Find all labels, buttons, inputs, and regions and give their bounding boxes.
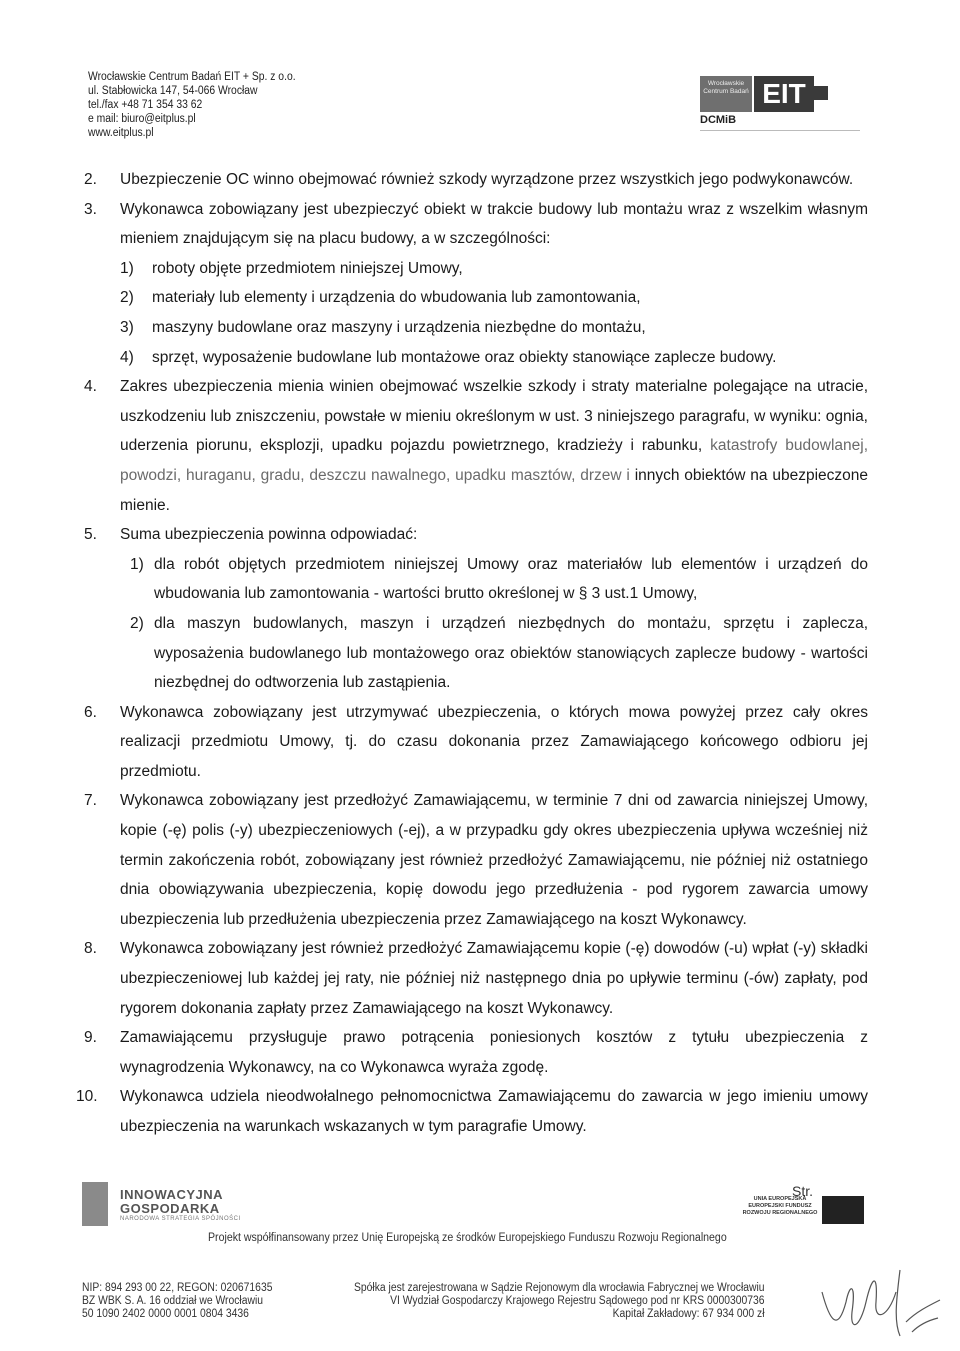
paragraph-4 xyxy=(82,372,868,520)
subpoint xyxy=(82,313,868,343)
subpoint-number: 2) xyxy=(120,289,134,307)
subpoint xyxy=(82,283,868,313)
paragraph-text: Ubezpieczenie OC winno obejmować również szkody wyrządzone przez wszystkich jego podwykonawców. xyxy=(120,171,854,188)
subpoint-text: maszyny budowlane oraz maszyny i urządzenia niezbędne do montażu, xyxy=(152,318,646,336)
company-registration-right xyxy=(354,1282,765,1321)
eit-logo-main: EIT xyxy=(754,76,814,112)
subpoint-number: 2) xyxy=(130,614,144,632)
handwritten-signature xyxy=(816,1262,946,1342)
subpoint-number: 1) xyxy=(120,259,134,277)
company-address xyxy=(88,70,296,140)
paragraph-5 xyxy=(82,520,868,550)
subpoint-text: roboty objęte przedmiotem niniejszej Umowy, xyxy=(152,259,463,277)
paragraph-number: 3. xyxy=(84,200,97,218)
ig-logo-subtitle: NARODOWA STRATEGIA SPÓJNOŚCI xyxy=(120,1216,241,1222)
company-registration-left xyxy=(82,1282,272,1321)
paragraph-number: 6. xyxy=(84,703,97,721)
paragraph-number: 4. xyxy=(84,378,97,396)
subpoint xyxy=(82,609,868,698)
subpoint-text: sprzęt, wyposażenie budowlane lub montażowe oraz obiekty stanowiące zaplecze budowy. xyxy=(152,348,777,366)
footer-line: Kapitał Zakładowy: 67 934 000 zł xyxy=(612,1308,765,1320)
footer-line: Spółka jest zarejestrowana w Sądzie Rejonowym dla wrocławia Fabrycznej we Wrocławiu xyxy=(354,1282,765,1294)
signature-stroke xyxy=(822,1270,940,1336)
paragraph-text: Zakres ubezpieczenia mienia winien obejmować wszelkie szkody i straty materialne polegające na utracie, uszkodzeniu lub zniszczeniu, powstałe w mieniu określonym w ust. 3 niniejszego paragrafu, w wyniku: ognia, uderzenia piorunu, eksplozji, upadku pojazdu powietrznego, kradzieży i rabunku, xyxy=(120,378,868,455)
paragraph-7 xyxy=(82,786,868,934)
paragraph-text: innych obiektów na ubezpieczone mienie. xyxy=(120,466,869,514)
subpoint-text: dla robót objętych przedmiotem niniejszej Umowy oraz materiałów lub elementów i urządzeń do wbudowania lub zamontowania - wartości brutto określonej w § 3 ust.1 Umowy, xyxy=(154,555,868,603)
subpoint xyxy=(82,343,868,373)
subpoint-number: 1) xyxy=(130,555,144,573)
subpoint-number: 4) xyxy=(120,348,134,366)
address-line: ul. Stabłowicka 147, 54-066 Wrocław xyxy=(88,85,258,97)
paragraph-text: Wykonawca zobowiązany jest ubezpieczyć obiekt w trakcie budowy lub montażu wraz z wszelkim własnym mieniem znajdującym się na placu budowy, a w szczególności: xyxy=(120,200,868,248)
footer-line: NIP: 894 293 00 22, REGON: 020671635 xyxy=(82,1282,273,1294)
eit-logo-small-text: Wrocławskie Centrum Badań xyxy=(700,76,752,112)
document-body xyxy=(76,165,869,1142)
paragraph-9 xyxy=(82,1023,868,1082)
cofinancing-note: Projekt współfinansowany przez Unię Europejską ze środków Europejskiego Funduszu Rozwoju Regionalnego xyxy=(208,1232,727,1244)
footer-line: BZ WBK S. A. 16 oddział we Wrocławiu xyxy=(82,1295,264,1307)
paragraph-2 xyxy=(82,165,868,195)
subpoint xyxy=(82,254,868,284)
subpoint xyxy=(82,550,868,609)
address-line: www.eitplus.pl xyxy=(88,127,154,139)
paragraph-number: 7. xyxy=(84,792,97,810)
address-line: e mail: biuro@eitplus.pl xyxy=(88,113,196,125)
paragraph-6 xyxy=(82,698,868,787)
paragraph-10 xyxy=(76,1082,868,1141)
paragraph-text-faded: katastrofy budowlanej, powodzi, huraganu, gradu, deszczu nawalnego, upadku masztów, drzew i xyxy=(120,437,868,484)
eit-logo xyxy=(700,72,860,134)
eit-logo-plug-icon xyxy=(814,86,828,100)
paragraph-number: 2. xyxy=(84,171,97,188)
paragraph-text: Suma ubezpieczenia powinna odpowiadać: xyxy=(120,526,418,544)
ig-logo-flag-icon xyxy=(82,1182,108,1226)
paragraph-number: 9. xyxy=(84,1029,97,1047)
paragraph-number: 5. xyxy=(84,526,97,544)
paragraph-text: Wykonawca zobowiązany jest utrzymywać ubezpieczenia, o których mowa powyżej przez cały okres realizacji przedmiotu Umowy, tj. do czasu dokonania przez Zamawiającego końcowego odbioru jej przedmiotu. xyxy=(120,703,868,780)
paragraph-text: Wykonawca zobowiązany jest przedłożyć Zamawiającemu, w terminie 7 dni od zawarcia niniejszej Umowy, kopie (-ę) polis (-y) ubezpieczeniowych (-ej), a w przypadku gdy okres ubezpieczenia upływa wcześniej niż termin zakończenia robót, zobowiązany jest również przedłożyć Zamawiającemu, nie później niż ostatniego dnia obowiązywania ubezpieczenia, kopię dowodu jego przedłużenia - pod rygorem zawarcia umowy ubezpieczenia lub przedłużenia ubezpieczenia przez Zamawiającego na koszt Wykonawcy. xyxy=(120,792,868,928)
footer-line: VI Wydział Gospodarczy Krajowego Rejestru Sądowego pod nr KRS 0000300736 xyxy=(390,1295,765,1307)
paragraph-8 xyxy=(82,934,868,1023)
eu-flag-icon xyxy=(822,1196,864,1224)
innowacyjna-gospodarka-logo xyxy=(82,1182,262,1230)
paragraph-text: Zamawiającemu przysługuje prawo potrącenia poniesionych kosztów z tytułu ubezpieczenia z wynagrodzenia Wykonawcy, na co Wykonawca wyraża zgodę. xyxy=(120,1029,868,1076)
address-line: Wrocławskie Centrum Badań EIT + Sp. z o.o. xyxy=(88,71,296,83)
subpoint-number: 3) xyxy=(120,318,134,336)
header-rule xyxy=(700,130,860,131)
paragraph-text: Wykonawca zobowiązany jest również przedłożyć Zamawiającemu kopie (-ę) dowodów (-u) wpłat (-y) składki ubezpieczeniowej lub każdej jej raty, nie później niż następnego dnia po upływie terminu (-ów) zapłaty, pod rygorem dokonania zapłaty przez Zamawiającego na koszt Wykonawcy. xyxy=(120,940,868,1017)
footer-line: 50 1090 2402 0000 0001 0804 3436 xyxy=(82,1308,249,1320)
page-number: Str. xyxy=(792,1183,814,1199)
eit-logo-sub: DCMiB xyxy=(700,114,737,126)
subpoint-text: materiały lub elementy i urządzenia do wbudowania lub zamontowania, xyxy=(152,289,641,307)
paragraph-number: 8. xyxy=(84,940,97,958)
address-line: tel./fax +48 71 354 33 62 xyxy=(88,99,203,111)
subpoint-text: dla maszyn budowlanych, maszyn i urządzeń niezbędnych do montażu, sprzętu i zaplecza, wyposażenia budowlanego lub montażowego oraz obiektów stanowiących zaplecze budowy - wartości niezbędnej do odtworzenia lub zastąpienia. xyxy=(154,614,868,692)
eu-logo-text: UNIA EUROPEJSKA EUROPEJSKI FUNDUSZ ROZWOJU REGIONALNEGO xyxy=(742,1196,818,1216)
paragraph-text: Wykonawca udziela nieodwołalnego pełnomocnictwa Zamawiającemu do zawarcia w jego imieniu umowy ubezpieczenia na warunkach wskazanych w tym paragrafie Umowy. xyxy=(120,1088,868,1135)
ig-logo-title: INNOWACYJNA GOSPODARKA xyxy=(120,1187,223,1216)
paragraph-3 xyxy=(82,195,868,254)
paragraph-number: 10. xyxy=(76,1088,98,1106)
